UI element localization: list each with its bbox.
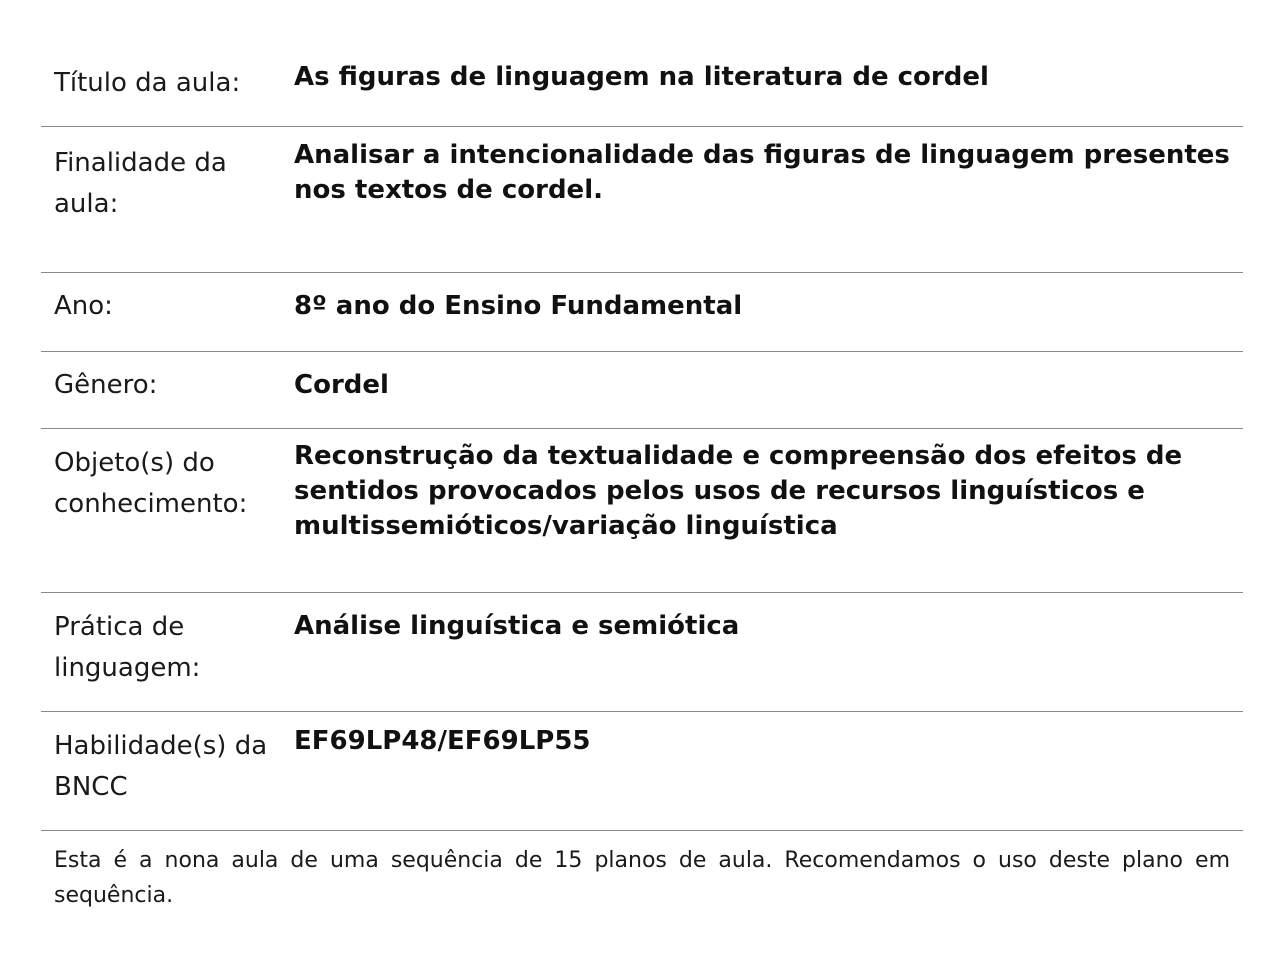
school-year-value: 8º ano do Ensino Fundamental <box>294 291 743 321</box>
lesson-title-value: As figuras de linguagem na literatura de cordel <box>294 62 989 92</box>
knowledge-objects-value: Reconstrução da textualidade e compreensão dos efeitos de sentidos provocados pelos usos de recursos linguísticos e multissemióticos/variação linguística <box>294 441 1183 541</box>
row-bncc-skills <box>41 712 1243 831</box>
row-lesson-purpose <box>41 127 1243 273</box>
row-lesson-title <box>41 48 1243 127</box>
language-practice-label: Prática de linguagem: <box>54 612 201 683</box>
genre-label: Gênero: <box>54 370 158 400</box>
lesson-purpose-label: Finalidade da aula: <box>54 148 227 219</box>
school-year-label: Ano: <box>54 291 113 321</box>
bncc-skills-label: Habilidade(s) da BNCC <box>54 731 268 802</box>
row-genre <box>41 352 1243 429</box>
language-practice-value: Análise linguística e semiótica <box>294 611 740 641</box>
knowledge-objects-label: Objeto(s) do conhecimento: <box>54 448 248 519</box>
row-school-year <box>41 273 1243 352</box>
genre-value: Cordel <box>294 370 389 400</box>
lesson-plan-table <box>41 48 1243 913</box>
lesson-title-label: Título da aula: <box>54 68 241 98</box>
sequence-note: Esta é a nona aula de uma sequência de 15 planos de aula. Recomendamos o uso deste plano em sequência. <box>54 848 1230 908</box>
lesson-purpose-value: Analisar a intencionalidade das figuras de linguagem presentes nos textos de cordel. <box>294 140 1230 205</box>
bncc-skills-value: EF69LP48/EF69LP55 <box>294 726 591 756</box>
row-knowledge-objects <box>41 429 1243 593</box>
row-language-practice <box>41 593 1243 712</box>
